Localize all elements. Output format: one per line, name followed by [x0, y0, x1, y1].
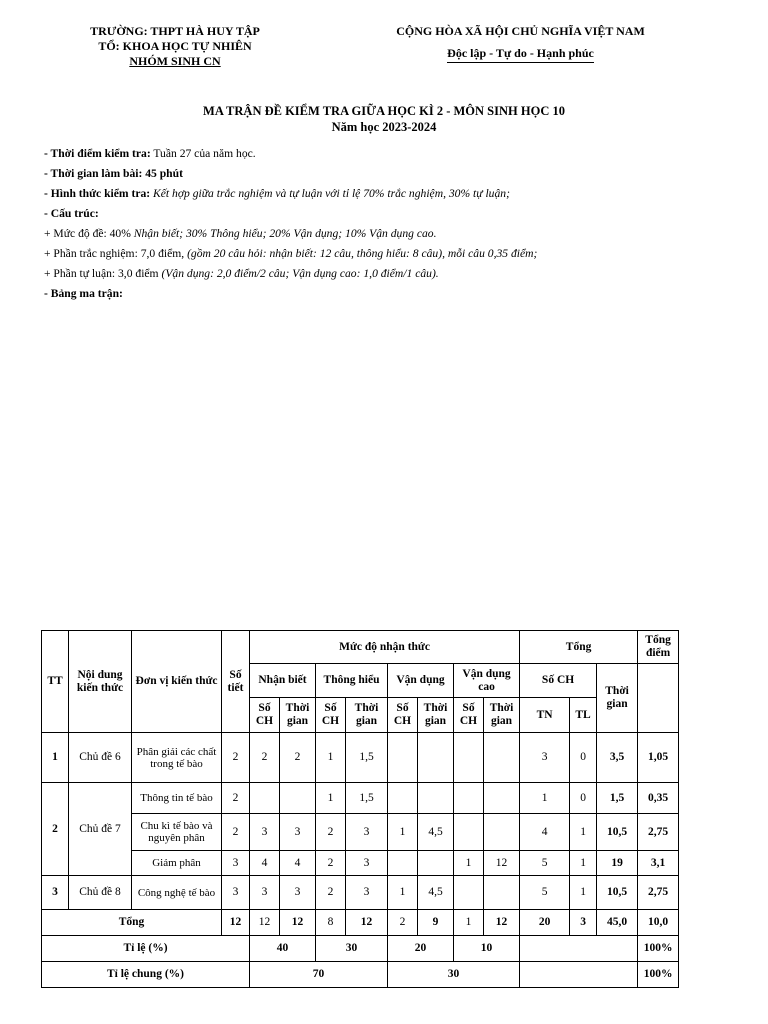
row-periods: 2: [222, 814, 250, 851]
row-nb-ch: 2: [250, 733, 280, 783]
row-tl: 0: [570, 783, 597, 814]
row-tn: 4: [520, 814, 570, 851]
sub-num-th: Số CH: [316, 698, 346, 733]
general-ratio-essay: 30: [388, 962, 520, 988]
row-vd-t: [418, 851, 454, 876]
row-vdc-ch: [454, 814, 484, 851]
row-tl: 1: [570, 876, 597, 910]
row-vd-t: 4,5: [418, 814, 454, 851]
row-score: 0,35: [638, 783, 679, 814]
row-tn: 3: [520, 733, 570, 783]
row-th-t: 3: [346, 814, 388, 851]
ratio-th: 30: [316, 936, 388, 962]
header-score-blank: [638, 664, 679, 733]
row-time: 10,5: [597, 814, 638, 851]
info-essay: + Phần tự luận: 3,0 điểm (Vận dụng: 2,0 điểm/2 câu; Vận dụng cao: 1,0 điểm/1 câu).: [44, 267, 439, 280]
department-name: TỔ: KHOA HỌC TỰ NHIÊN: [98, 39, 252, 53]
row-score: 2,75: [638, 876, 679, 910]
info-structure: - Cấu trúc:: [44, 207, 99, 220]
row-vdc-ch: [454, 876, 484, 910]
row-topic: Chủ đề 6: [69, 733, 132, 783]
row-vd-ch: 1: [388, 876, 418, 910]
header-recognize: Nhận biết: [250, 664, 316, 698]
header-tt: TT: [42, 631, 69, 733]
exam-info: [44, 144, 744, 304]
row-vdc-t: [484, 783, 520, 814]
row-vd-ch: [388, 783, 418, 814]
row-unit: Chu kì tế bào và nguyên phân: [132, 814, 222, 851]
row-vd-ch: [388, 733, 418, 783]
row-th-t: 1,5: [346, 783, 388, 814]
school-name: TRƯỜNG: THPT HÀ HUY TẬP: [90, 24, 260, 38]
table-row: [42, 783, 679, 814]
row-time: 19: [597, 851, 638, 876]
row-unit: Thông tin tế bào: [132, 783, 222, 814]
total-row: [42, 910, 679, 936]
row-tn: 1: [520, 783, 570, 814]
total-score: 10,0: [638, 910, 679, 936]
header-apply: Vận dụng: [388, 664, 454, 698]
row-score: 1,05: [638, 733, 679, 783]
total-nb-ch: 12: [250, 910, 280, 936]
row-th-ch: 2: [316, 876, 346, 910]
row-nb-ch: 4: [250, 851, 280, 876]
row-score: 2,75: [638, 814, 679, 851]
ratio-nb: 40: [250, 936, 316, 962]
total-periods: 12: [222, 910, 250, 936]
info-time-point: - Thời điểm kiểm tra: Tuần 27 của năm học.: [44, 147, 256, 160]
row-nb-t: 2: [280, 733, 316, 783]
sub-time-th: Thời gian: [346, 698, 388, 733]
table-row: [42, 814, 679, 851]
sub-num-vdc: Số CH: [454, 698, 484, 733]
row-tt: 3: [42, 876, 69, 910]
row-th-t: 3: [346, 851, 388, 876]
ratio-row: [42, 936, 679, 962]
general-ratio-score: 100%: [638, 962, 679, 988]
row-topic: Chủ đề 8: [69, 876, 132, 910]
row-vdc-ch: [454, 733, 484, 783]
table-row: [42, 851, 679, 876]
national-motto: Độc lập - Tự do - Hạnh phúc: [447, 46, 594, 63]
row-unit: Giảm phân: [132, 851, 222, 876]
header-num-questions: Số CH: [520, 664, 597, 698]
school-header: [85, 24, 265, 69]
row-time: 3,5: [597, 733, 638, 783]
total-th-t: 12: [346, 910, 388, 936]
header-row-1: [42, 631, 679, 664]
row-vdc-t: 12: [484, 851, 520, 876]
header-time: Thời gian: [597, 664, 638, 733]
header-understand: Thông hiểu: [316, 664, 388, 698]
row-th-ch: 1: [316, 783, 346, 814]
row-periods: 3: [222, 851, 250, 876]
table-row: [42, 733, 679, 783]
header-periods: Số tiết: [222, 631, 250, 733]
exam-matrix-table: [41, 630, 679, 988]
row-unit: Phân giải các chất trong tế bào: [132, 733, 222, 783]
total-nb-t: 12: [280, 910, 316, 936]
sub-time-vdc: Thời gian: [484, 698, 520, 733]
row-unit: Công nghệ tế bào: [132, 876, 222, 910]
document-title: [0, 103, 768, 135]
total-th-ch: 8: [316, 910, 346, 936]
ratio-score: 100%: [638, 936, 679, 962]
ratio-label: Tỉ lệ (%): [42, 936, 250, 962]
row-nb-ch: 3: [250, 876, 280, 910]
row-vdc-t: [484, 733, 520, 783]
row-nb-t: 3: [280, 814, 316, 851]
ratio-vdc: 10: [454, 936, 520, 962]
row-nb-t: [280, 783, 316, 814]
info-level: + Mức độ đề: 40% Nhận biết; 30% Thông hiểu; 20% Vận dụng; 10% Vận dụng cao.: [44, 227, 437, 240]
ratio-blank: [520, 936, 638, 962]
row-periods: 2: [222, 733, 250, 783]
sub-num-vd: Số CH: [388, 698, 418, 733]
row-vd-ch: [388, 851, 418, 876]
header-apply-high: Vận dụng cao: [454, 664, 520, 698]
row-vdc-ch: [454, 783, 484, 814]
row-th-t: 3: [346, 876, 388, 910]
nation-header: [378, 24, 663, 63]
row-score: 3,1: [638, 851, 679, 876]
row-tl: 1: [570, 851, 597, 876]
title-year: Năm học 2023-2024: [331, 120, 437, 134]
row-vdc-ch: 1: [454, 851, 484, 876]
general-ratio-mc: 70: [250, 962, 388, 988]
general-ratio-blank: [520, 962, 638, 988]
sub-num-nb: Số CH: [250, 698, 280, 733]
row-vd-ch: 1: [388, 814, 418, 851]
total-vdc-ch: 1: [454, 910, 484, 936]
row-time: 1,5: [597, 783, 638, 814]
row-tt: 2: [42, 783, 69, 876]
row-vd-t: [418, 733, 454, 783]
row-vdc-t: [484, 876, 520, 910]
info-matrix-label: - Bảng ma trận:: [44, 287, 123, 300]
sub-time-vd: Thời gian: [418, 698, 454, 733]
nation-name: CỘNG HÒA XÃ HỘI CHỦ NGHĨA VIỆT NAM: [396, 24, 645, 38]
row-time: 10,5: [597, 876, 638, 910]
header-cognitive: Mức độ nhận thức: [250, 631, 520, 664]
group-name: NHÓM SINH CN: [129, 54, 221, 68]
row-nb-t: 4: [280, 851, 316, 876]
row-th-ch: 2: [316, 851, 346, 876]
row-th-ch: 2: [316, 814, 346, 851]
info-format: - Hình thức kiểm tra: Kết hợp giữa trắc nghiệm và tự luận với tỉ lệ 70% trắc nghiệm, 30% tự luận;: [44, 187, 510, 200]
row-tt: 1: [42, 733, 69, 783]
row-vd-t: 4,5: [418, 876, 454, 910]
row-th-t: 1,5: [346, 733, 388, 783]
row-tn: 5: [520, 851, 570, 876]
row-periods: 2: [222, 783, 250, 814]
total-vd-t: 9: [418, 910, 454, 936]
info-multiple-choice: + Phần trắc nghiệm: 7,0 điểm, (gồm 20 câu hỏi: nhận biết: 12 câu, thông hiểu: 8 câu), mỗi câu 0,35 điểm;: [44, 247, 538, 260]
row-topic: Chủ đề 7: [69, 783, 132, 876]
row-tl: 1: [570, 814, 597, 851]
total-tl: 3: [570, 910, 597, 936]
row-nb-t: 3: [280, 876, 316, 910]
row-nb-ch: 3: [250, 814, 280, 851]
info-duration: - Thời gian làm bài: 45 phút: [44, 167, 183, 180]
ratio-vd: 20: [388, 936, 454, 962]
sub-tn: TN: [520, 698, 570, 733]
table-row: [42, 876, 679, 910]
title-main: MA TRẬN ĐỀ KIỂM TRA GIỮA HỌC KÌ 2 - MÔN SINH HỌC 10: [203, 104, 565, 118]
total-label: Tổng: [42, 910, 222, 936]
header-unit: Đơn vị kiến thức: [132, 631, 222, 733]
row-tl: 0: [570, 733, 597, 783]
row-tn: 5: [520, 876, 570, 910]
general-ratio-label: Tỉ lệ chung (%): [42, 962, 250, 988]
total-vdc-t: 12: [484, 910, 520, 936]
header-content: Nội dung kiến thức: [69, 631, 132, 733]
row-th-ch: 1: [316, 733, 346, 783]
sub-time-nb: Thời gian: [280, 698, 316, 733]
row-vdc-t: [484, 814, 520, 851]
total-time: 45,0: [597, 910, 638, 936]
header-total-score: Tổng điểm: [638, 631, 679, 664]
general-ratio-row: [42, 962, 679, 988]
row-nb-ch: [250, 783, 280, 814]
total-vd-ch: 2: [388, 910, 418, 936]
row-vd-t: [418, 783, 454, 814]
header-total: Tổng: [520, 631, 638, 664]
sub-tl: TL: [570, 698, 597, 733]
row-periods: 3: [222, 876, 250, 910]
total-tn: 20: [520, 910, 570, 936]
